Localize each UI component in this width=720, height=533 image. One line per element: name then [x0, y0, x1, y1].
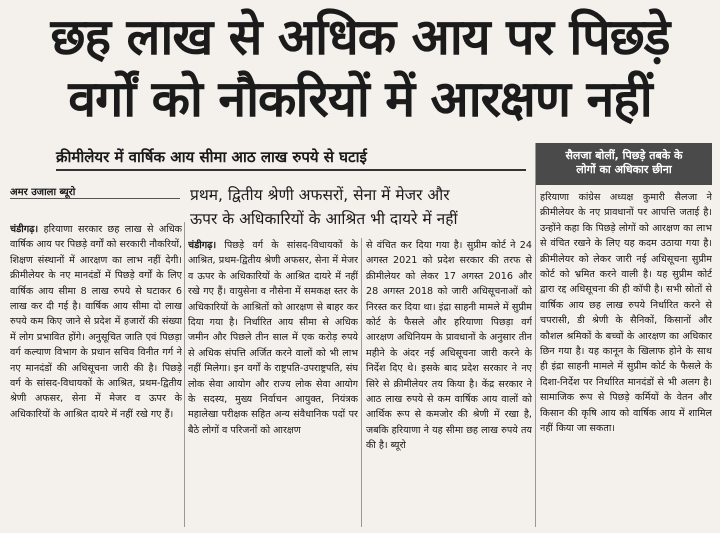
sidebar-heading [536, 143, 712, 185]
column-2-text: पिछड़े वर्ग के सांसद-विधायकों के आश्रित, प्रथम-द्वितीय श्रेणी अफसर, सेना में मेजर व ऊपर के अधिकारियों के आश्रित दायरे में नहीं रखे गए हैं। वायुसेना व नौसेना में समकक्ष स्तर के अधिकारियों के आश्रितों को आरक्षण से बाहर कर दिया गया है। निर्धारित आय सीमा से अधिक जमीन और पिछले तीन साल में एक करोड़ रुपये से अधिक संपत्ति अर्जित करने वालों को भी लाभ नहीं मिलेगा। इन वर्गों के राष्ट्रपति-उपराष्ट्रपति, संघ लोक सेवा आयोग और राज्य लोक सेवा आयोग के सदस्य, मुख्य निर्वाचन आयुक्त, नियंत्रक महालेखा परीक्षक सहित अन्य संवैधानिक पदों पर बैठे लोगों व परिजनों को आरक्षण [188, 240, 358, 436]
deck-line-1: प्रथम, द्वितीय श्रेणी अफसरों, सेना में मेजर और [190, 186, 450, 204]
deck-line-2: ऊपर के अधिकारियों के आश्रित भी दायरे में नहीं [190, 210, 458, 228]
sidebar-heading-line-1: सैलजा बोलीं, पिछड़े तबके के [565, 149, 683, 162]
headline-line-2: वर्गों को नौकरियों में आरक्षण नहीं [68, 70, 652, 128]
byline-divider [10, 198, 180, 199]
column-divider [361, 238, 362, 527]
byline: अमर उजाला ब्यूरो [10, 187, 76, 198]
article-column-2 [188, 238, 358, 527]
column-1-text: हरियाणा सरकार छह लाख से अधिक वार्षिक आय पर पिछड़े वर्गों को सरकारी नौकरियों, शिक्षण संस्थानों में आरक्षण का लाभ नहीं देगी। क्रीमीलेयर के नए मानदंडों में पिछड़े वर्गों के लिए वार्षिक आय सीमा 8 लाख रुपये से घटाकर 6 लाख कर दी गई है। वार्षिक आय सीमा दो लाख रुपये कम किए जाने से प्रदेश में हजारों की संख्या में लोग प्रभावित होंगे। अनुसूचित जाति एवं पिछड़ा वर्ग कल्याण विभाग के प्रधान सचिव विनीत गर्ग ने नए मानदंडों की अधिसूचना जारी की है। पिछड़े वर्ग के सांसद-विधायकों के आश्रित, प्रथम-द्वितीय श्रेणी अफसर, सेना में मेजर व ऊपर के अधिकारियों के आश्रित दायरे में नहीं रखे गए हैं। [10, 224, 182, 420]
dateline-2: चंडीगढ़। [188, 240, 217, 251]
sidebar-divider [535, 143, 536, 527]
deck [190, 183, 530, 231]
dateline: चंडीगढ़। [10, 224, 39, 235]
sidebar-column [540, 190, 712, 527]
column-divider [184, 222, 185, 527]
subheadline: क्रीमीलेयर में वार्षिक आय सीमा आठ लाख रुपये से घटाई [56, 147, 526, 171]
sidebar-heading-line-2: लोगों का अधिकार छीना [576, 163, 672, 176]
column-3-text: से वंचित कर दिया गया है। सुप्रीम कोर्ट ने 24 अगस्त 2021 को प्रदेश सरकार की तरफ से क्रीमीलेयर को लेकर 17 अगस्त 2016 और 28 अगस्त 2018 को जारी अधिसूचनाओं को निरस्त कर दिया था। इंद्रा साहनी मामले में सुप्रीम कोर्ट के फैसले और हरियाणा पिछड़ा वर्ग आरक्षण अधिनियम के प्रावधानों के अनुसार तीन महीने के अंदर नई अधिसूचना जारी करने के निर्देश दिए थे। इसके बाद प्रदेश सरकार ने नए सिरे से क्रीमीलेयर तय किया है। केंद्र सरकार ने आठ लाख रुपये से कम वार्षिक आय वालों को आर्थिक रूप से कमजोर की श्रेणी में रखा है, जबकि हरियाणा ने यह सीमा छह लाख रुपये तय की है। ब्यूरो [366, 240, 532, 452]
article-column-3 [366, 238, 532, 527]
article-column-1 [10, 222, 182, 527]
sidebar-body: हरियाणा कांग्रेस अध्यक्ष कुमारी सैलजा ने क्रीमीलेयर के नए प्रावधानों पर आपत्ति जताई है। उन्होंने कहा कि पिछड़े लोगों को आरक्षण का लाभ से वंचित रखने के लिए यह कदम उठाया गया है। क्रीमीलेयर को लेकर जारी नई अधिसूचना सुप्रीम कोर्ट को भ्रमित करने वाली है। यह सुप्रीम कोर्ट द्वारा रद्द अधिसूचना की ही कॉपी है। सभी स्रोतों से वार्षिक आय छह लाख रुपये निर्धारित करने से चपरासी, डी श्रेणी के सैनिकों, किसानों और कौशल श्रमिकों के बच्चों के आरक्षण का अधिकार छिन गया है। यह कानून के खिलाफ होने के साथ ही इंद्रा साहनी मामले में सुप्रीम कोर्ट के फैसले के दिशा-निर्देश पर निर्धारित मानदंडों से भी अलग है। सामाजिक रूप से पिछड़े कर्मियों के वेतन और किसान की कृषि आय को वार्षिक आय में शामिल नहीं किया जा सकता। [540, 192, 712, 435]
headline-line-1: छह लाख से अधिक आय पर पिछड़े [50, 8, 670, 66]
